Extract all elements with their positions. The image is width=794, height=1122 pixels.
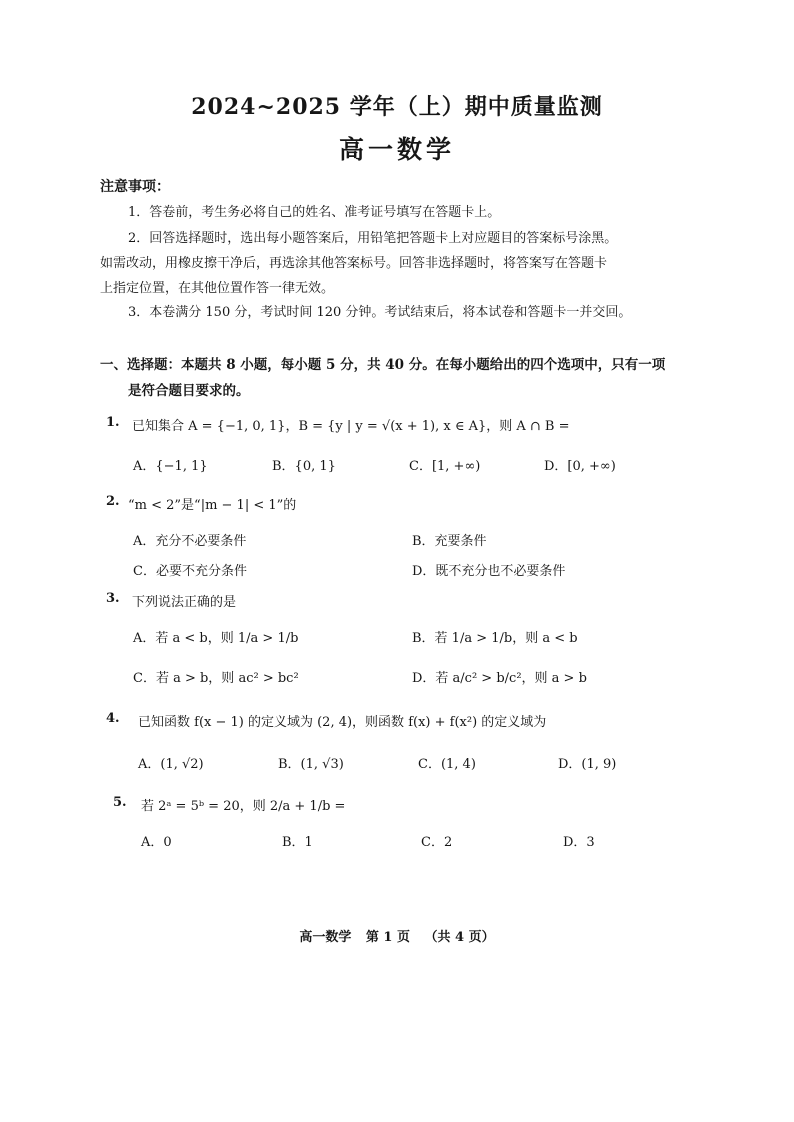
option-b: B．{0, 1}	[272, 459, 336, 474]
option-d: D．既不充分也不必要条件	[412, 564, 566, 579]
question-stem: 若 2ᵃ = 5ᵇ = 20，则 2/a + 1/b =	[141, 799, 346, 814]
option-a: A．0	[141, 835, 172, 850]
notice-line-3: 如需改动，用橡皮擦干净后，再选涂其他答案标号。回答非选择题时，将答案写在答题卡	[100, 256, 608, 271]
notice-line-4: 上指定位置，在其他位置作答一律无效。	[100, 281, 335, 296]
option-d: D．(1, 9)	[558, 757, 617, 772]
option-c: C．2	[421, 835, 453, 850]
question-stem: “m < 2”是“|m − 1| < 1”的	[128, 498, 297, 513]
option-b: B．若 1/a > 1/b，则 a < b	[412, 631, 578, 646]
section-heading: 一、选择题：本题共 8 小题，每小题 5 分，共 40 分。在每小题给出的四个选项中，只有一项	[100, 357, 666, 373]
page-footer	[0, 926, 794, 945]
option-b: B．1	[282, 835, 313, 850]
option-b: B．充要条件	[412, 534, 487, 549]
subject-title: 高一数学	[338, 135, 455, 164]
notice-line-2: 2．回答选择题时，选出每小题答案后，用铅笔把答题卡上对应题目的答案标号涂黑。	[128, 231, 618, 246]
question-number: 5.	[113, 795, 127, 810]
option-a: A．若 a < b，则 1/a > 1/b	[133, 631, 299, 646]
option-c: C．[1, +∞)	[409, 459, 481, 474]
question-number: 2.	[106, 494, 120, 509]
option-d: D．3	[563, 835, 595, 850]
question-stem: 下列说法正确的是	[132, 595, 237, 610]
footer-total: （共 4 页）	[424, 930, 495, 945]
option-a: A．充分不必要条件	[133, 534, 247, 549]
notice-line-1: 1．答卷前，考生务必将自己的姓名、准考证号填写在答题卡上。	[128, 205, 501, 220]
question-stem: 已知集合 A = {−1, 0, 1}，B = {y | y = √(x + 1), x ∈ A}，则 A ∩ B =	[132, 419, 570, 434]
footer-subject: 高一数学	[299, 930, 352, 945]
option-d: D．[0, +∞)	[544, 459, 616, 474]
footer-page: 第 1 页	[365, 930, 410, 945]
notice-heading: 注意事项：	[100, 179, 170, 195]
option-c: C．若 a > b，则 ac² > bc²	[133, 671, 299, 686]
option-b: B．(1, √3)	[278, 757, 344, 772]
option-a: A．(1, √2)	[138, 757, 204, 772]
option-c: C．(1, 4)	[418, 757, 476, 772]
option-a: A．{−1, 1}	[133, 459, 208, 474]
question-number: 3.	[106, 591, 120, 606]
question-number: 1.	[106, 415, 120, 430]
option-c: C．必要不充分条件	[133, 564, 247, 579]
option-d: D．若 a/c² > b/c²，则 a > b	[412, 671, 587, 686]
question-stem: 已知函数 f(x − 1) 的定义域为 (2, 4)，则函数 f(x) + f(x²) 的定义域为	[138, 715, 547, 730]
notice-line-5: 3．本卷满分 150 分，考试时间 120 分钟。考试结束后，将本试卷和答题卡一并交回。	[128, 305, 632, 320]
exam-title: 2024~2025 学年（上）期中质量监测	[191, 94, 603, 120]
question-number: 4.	[106, 711, 120, 726]
section-heading-cont: 是符合题目要求的。	[128, 383, 250, 399]
